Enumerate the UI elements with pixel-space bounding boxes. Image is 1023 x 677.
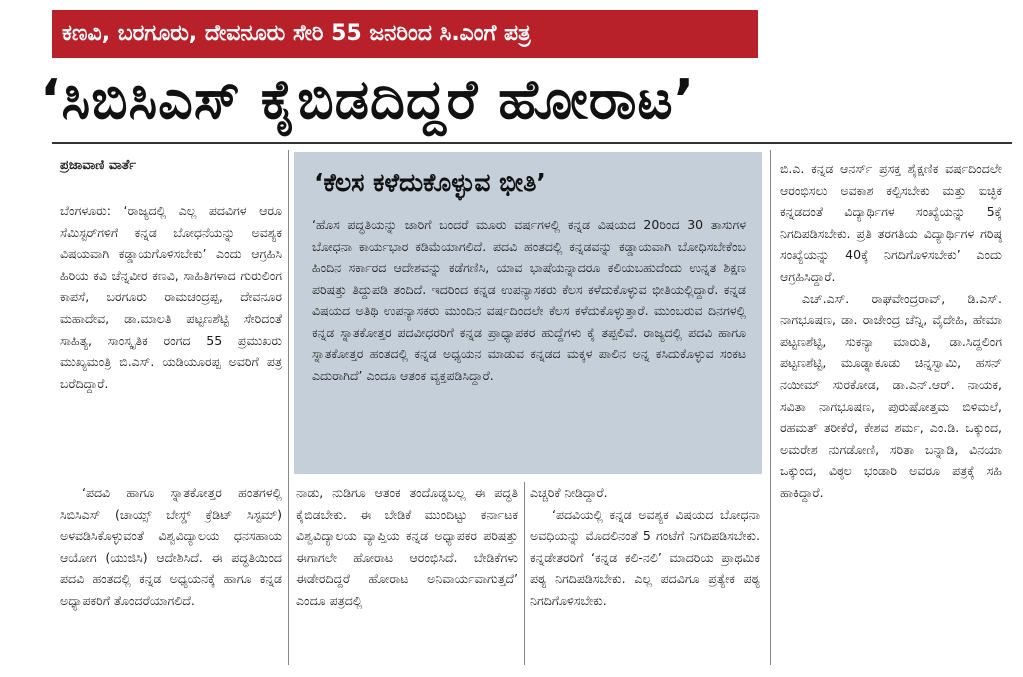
column-separator — [770, 150, 771, 665]
column-separator — [288, 150, 289, 665]
article-column-2 — [296, 482, 518, 612]
article-column-3 — [530, 482, 760, 612]
paragraph: ‘ಹೊಸ ಪದ್ಧತಿಯನ್ನು ಜಾರಿಗೆ ಬಂದರೆ ಮೂರು ವರ್ಷಗಳಲ್ಲಿ ಕನ್ನಡ ವಿಷಯದ 20ರಿಂದ 30 ತಾಸುಗಳ ಬೋಧನಾ ಕಾರ್ಯಭಾರ ಕಡಿಮೆಯಾಗಲಿದೆ. ಪದವಿ ಹಂತದಲ್ಲಿ ಕನ್ನಡವನ್ನು ಕಡ್ಡಾಯವಾಗಿ ಬೋಧಿಸಬೇಕೆಂಬ ಹಿಂದಿನ ಸರ್ಕಾರದ ಆದೇಶವನ್ನು ಕಡೆಗಣಿಸಿ, ಯಾವ ಭಾಷೆಯನ್ನಾದರೂ ಕಲಿಯಬಹುದೆಂದು ಉನ್ನತ ಶಿಕ್ಷಣ ಪರಿಷತ್ತು ತಿದ್ದುಪಡಿ ತಂದಿದೆ. ಇದರಿಂದ ಕನ್ನಡ ಉಪನ್ಯಾಸಕರು ಕೆಲಸ ಕಳೆದುಕೊಳ್ಳುವ ಭೀತಿಯಲ್ಲಿದ್ದಾರೆ. ಕನ್ನಡ ವಿಷಯದ ಅತಿಥಿ ಉಪನ್ಯಾಸಕರು ಮುಂದಿನ ವರ್ಷದಿಂದಲೇ ಕೆಲಸ ಕಳೆದುಕೊಳ್ಳುತ್ತಾರೆ. ಮುಂಬರುವ ದಿನಗಳಲ್ಲಿ ಕನ್ನಡ ಸ್ನಾತಕೋತ್ತರ ಪದವೀಧರರಿಗೆ ಕನ್ನಡ ಪ್ರಾಧ್ಯಾಪಕರ ಹುದ್ದೆಗಳು ಕೈ ತಪ್ಪಲಿವೆ. ರಾಜ್ಯದಲ್ಲಿ ಪದವಿ ಹಾಗೂ ಸ್ನಾತಕೋತ್ತರ ಹಂತದಲ್ಲಿ ಕನ್ನಡ ಅಧ್ಯಯನ ಮಾಡುವ ಕನ್ನಡದ ಮಕ್ಕಳ ಪಾಲಿನ ಅನ್ನ ಕಸಿದುಕೊಳ್ಳುವ ಸಂಕಟ ಎದುರಾಗಿದೆ’ ಎಂದೂ ಆತಂಕ ವ್ಯಕ್ತಪಡಿಸಿದ್ದಾರೆ. — [312, 217, 746, 383]
paragraph: ಬಿ.ಎ. ಕನ್ನಡ ಆನರ್ಸ್ ಪ್ರಸಕ್ತ ಶೈಕ್ಷಣಿಕ ವರ್ಷದಿಂದಲೇ ಆರಂಭಿಸಲು ಅವಕಾಶ ಕಲ್ಪಿಸಬೇಕು ಮತ್ತು ಐಚ್ಛಿಕ ಕನ್ನಡದಂತೆ ವಿದ್ಯಾರ್ಥಿಗಳ ಸಂಖ್ಯೆಯನ್ನು 5ಕ್ಕೆ ನಿಗದಿಪಡಿಸಬೇಕು. ಪ್ರತಿ ತರಗತಿಯ ವಿದ್ಯಾರ್ಥಿಗಳ ಗರಿಷ್ಠ ಸಂಖ್ಯೆಯನ್ನು 40ಕ್ಕೆ ನಿಗದಿಗೊಳಿಸಬೇಕು’ ಎಂದು ಆಗ್ರಹಿಸಿದ್ದಾರೆ. — [780, 161, 1002, 284]
paragraph: ನಾಡು, ನುಡಿಗೂ ಆತಂಕ ತಂದೊಡ್ಡಬಲ್ಲ ಈ ಪದ್ಧತಿ ಕೈಬಿಡಬೇಕು. ಈ ಬೇಡಿಕೆ ಮುಂದಿಟ್ಟು ಕರ್ನಾಟಕ ವಿಶ್ವವಿದ್ಯಾಲಯ ವ್ಯಾಪ್ತಿಯ ಕನ್ನಡ ಅಧ್ಯಾಪಕರ ಪರಿಷತ್ತು ಈಗಾಗಲೇ ಹೋರಾಟ ಆರಂಭಿಸಿದೆ. ಬೇಡಿಕೆಗಳು ಈಡೇರದಿದ್ದರೆ ಹೋರಾಟ ಅನಿವಾರ್ಯವಾಗುತ್ತದೆ’ ಎಂದೂ ಪತ್ರದಲ್ಲಿ — [296, 485, 518, 608]
article-column-1-top — [60, 200, 282, 394]
paragraph: ಎಚ್.ಎಸ್. ರಾಘವೇಂದ್ರರಾವ್, ಡಿ.ಎಸ್. ನಾಗಭೂಷಣ, ಡಾ. ರಾಜೇಂದ್ರ ಚೆನ್ನಿ, ವೈದೇಹಿ, ಹೇಮಾ ಪಟ್ಟಣಶೆಟ್ಟಿ, ಸುಕನ್ಯಾ ಮಾರುತಿ, ಡಾ.ಸಿದ್ದಲಿಂಗ ಪಟ್ಟಣಶೆಟ್ಟಿ, ಮೂಡ್ನಾಕೂಡು ಚಿನ್ನಸ್ವಾಮಿ, ಹಸನ್ ನಯೀಮ್ ಸುರಕೋಡ, ಡಾ.ಎನ್.ಆರ್. ನಾಯಕ, ಸವಿತಾ ನಾಗಭೂಷಣ, ಪುರುಷೋತ್ತಮ ಬಿಳಿಮಲೆ, ರಹಮತ್ ತರೀಕೆರೆ, ಕೇಶವ ಶರ್ಮ, ಎಂ.ಡಿ. ಒಕ್ಕುಂದ, ಅಮರೇಶ ನುಗಡೋಣಿ, ಸರಿತಾ ಬನ್ನಾಡಿ, ವಿನಯಾ ಒಕ್ಕುಂದ, ವಿಠ್ಠಲ ಭಂಡಾರಿ ಅವರೂ ಪತ್ರಕ್ಕೆ ಸಹಿ ಹಾಕಿದ್ದಾರೆ. — [780, 290, 1002, 500]
paragraph: ‘ಪದವಿ ಹಾಗೂ ಸ್ನಾತಕೋತ್ತರ ಹಂತಗಳಲ್ಲಿ ಸಿಬಿಸಿಎಸ್ (ಚಾಯ್ಸ್ ಬೇಸ್ಡ್ ಕ್ರೆಡಿಟ್ ಸಿಸ್ಟಮ್) ಅಳವಡಿಸಿಕೊಳ್ಳುವಂತೆ ವಿಶ್ವವಿದ್ಯಾಲಯ ಧನಸಹಾಯ ಆಯೋಗ (ಯುಜಿಸಿ) ಆದೇಶಿಸಿದೆ. ಈ ಪದ್ಧತಿಯಿಂದ ಪದವಿ ಹಂತದಲ್ಲಿ ಕನ್ನಡ ಅಧ್ಯಯನಕ್ಕೆ ಹಾಗೂ ಕನ್ನಡ ಅಧ್ಯಾಪಕರಿಗೆ ತೊಂದರೆಯಾಗಲಿದೆ. — [60, 485, 282, 608]
article-column-4 — [780, 158, 1002, 504]
box-title: ‘ಕೆಲಸ ಕಳೆದುಕೊಳ್ಳುವ ಭೀತಿ’ — [314, 168, 546, 197]
kicker-banner: ಕಣವಿ, ಬರಗೂರು, ದೇವನೂರು ಸೇರಿ 55 ಜನರಿಂದ ಸಿ.ಎಂಗೆ ಪತ್ರ — [52, 10, 758, 58]
headline-rule — [52, 142, 1012, 144]
sidebar-box — [294, 152, 762, 474]
byline: ಪ್ರಜಾವಾಣಿ ವಾರ್ತೆ — [60, 158, 136, 173]
box-body — [312, 214, 746, 386]
paragraph: ‘ಪದವಿಯಲ್ಲಿ ಕನ್ನಡ ಅವಶ್ಯಕ ವಿಷಯದ ಬೋಧನಾ ಅವಧಿಯನ್ನು ಮೊದಲಿನಂತೆ 5 ಗಂಟೆಗೆ ನಿಗದಿಪಡಿಸಬೇಕು. ಕನ್ನಡೇತರರಿಗೆ ‘ಕನ್ನಡ ಕಲಿ-ನಲಿ’ ಮಾದರಿಯ ಪ್ರಾಥಮಿಕ ಪಠ್ಯ ನಿಗದಿಪಡಿಸಬೇಕು. ಎಲ್ಲ ಪದವಿಗೂ ಪ್ರತ್ಯೇಕ ಪಠ್ಯ ನಿಗದಿಗೊಳಿಸಬೇಕು. — [530, 506, 760, 608]
article-column-1-bottom — [60, 482, 282, 612]
paragraph: ಬೆಂಗಳೂರು: ‘ರಾಜ್ಯದಲ್ಲಿ ಎಲ್ಲ ಪದವಿಗಳ ಆರೂ ಸೆಮಿಸ್ಟರ್‌ಗಳಿಗೆ ಕನ್ನಡ ಬೋಧನೆಯನ್ನು ಅವಶ್ಯಕ ವಿಷಯವಾಗಿ ಕಡ್ಡಾಯಗೊಳಿಸಬೇಕು’ ಎಂದು ಆಗ್ರಹಿಸಿ ಹಿರಿಯ ಕವಿ ಚೆನ್ನವೀರ ಕಣವಿ, ಸಾಹಿತಿಗಳಾದ ಗುರುಲಿಂಗ ಕಾಪಸೆ, ಬರಗೂರು ರಾಮಚಂದ್ರಪ್ಪ, ದೇವನೂರ ಮಹಾದೇವ, ಡಾ.ಮಾಲತಿ ಪಟ್ಟಣಶೆಟ್ಟಿ ಸೇರಿದಂತೆ ಸಾಹಿತ್ಯ, ಸಾಂಸ್ಕೃತಿಕ ರಂಗದ 55 ಪ್ರಮುಖರು ಮುಖ್ಯಮಂತ್ರಿ ಬಿ.ಎಸ್. ಯಡಿಯೂರಪ್ಪ ಅವರಿಗೆ ಪತ್ರ ಬರೆದಿದ್ದಾರೆ. — [60, 203, 282, 391]
column-separator — [524, 482, 525, 665]
headline: ‘ಸಿಬಿಸಿಎಸ್ ಕೈಬಿಡದಿದ್ದರೆ ಹೋರಾಟ’ — [40, 68, 696, 131]
paragraph: ಎಚ್ಚರಿಕೆ ನೀಡಿದ್ದಾರೆ. — [530, 485, 608, 500]
